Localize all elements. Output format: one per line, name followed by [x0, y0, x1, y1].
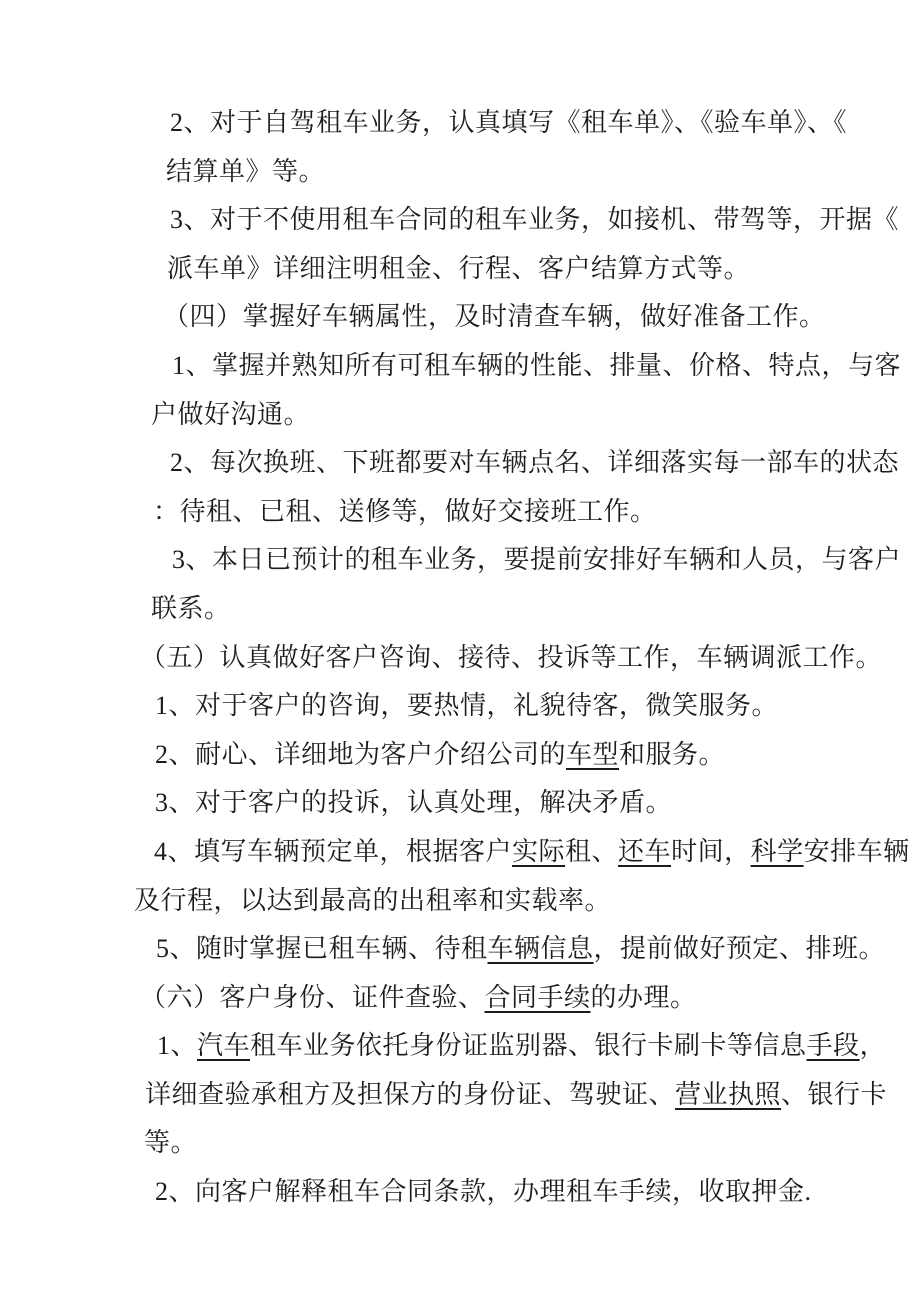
text-segment: 和服务。: [619, 739, 726, 769]
text-line: [0, 1071, 920, 1120]
text-line: [0, 439, 920, 488]
text-segment: 2、向客户解释租车合同条款，办理租车手续，收取押金.: [155, 1177, 812, 1207]
text-segment: 等。: [144, 1128, 198, 1158]
text-segment: 2、对于自驾租车业务，认真填写《租车单》、《验车单》、《: [170, 108, 848, 137]
text-line: [0, 196, 920, 245]
underlined-text: 实际: [512, 836, 566, 866]
text-line: [0, 974, 920, 1023]
text-line: [0, 585, 920, 634]
text-segment: 1、对于客户的咨询，要热情，礼貌待客，微笑服务。: [155, 691, 779, 721]
text-line: [0, 245, 920, 294]
text-segment: 联系。: [151, 593, 231, 623]
text-segment: 租车业务依托身份证监别器、银行卡刷卡等信息: [250, 1031, 807, 1061]
text-segment: （四）掌握好车辆属性，及时清查车辆，做好准备工作。: [163, 302, 826, 332]
text-segment: ：待租、已租、送修等，做好交接班工作。: [153, 496, 657, 526]
text-segment: 派车单》详细注明租金、行程、客户结算方式等。: [167, 253, 751, 283]
text-segment: 租、: [565, 836, 619, 866]
text-segment: 结算单》等。: [166, 156, 326, 186]
text-line: [0, 1119, 920, 1168]
text-line: [0, 1022, 920, 1071]
text-line: [0, 488, 920, 537]
text-segment: 3、对于不使用租车合同的租车业务，如接机、带驾等，开据《: [170, 205, 900, 235]
text-line: [0, 634, 920, 683]
text-segment: 安排车辆: [803, 836, 910, 866]
text-line: [0, 536, 920, 585]
text-segment: （五）认真做好客户咨询、接待、投诉等工作，车辆调派工作。: [140, 642, 883, 672]
text-segment: 1、掌握并熟知所有可租车辆的性能、排量、价格、特点，与客: [172, 350, 902, 380]
text-line: [0, 877, 920, 926]
text-line: [0, 828, 920, 877]
text-segment: 1、: [157, 1031, 198, 1061]
underlined-text: 手段: [806, 1031, 860, 1061]
text-line: [0, 293, 920, 342]
text-segment: 详细查验承租方及担保方的身份证、驾驶证、: [145, 1079, 676, 1109]
underlined-text: 车辆信息: [487, 934, 594, 964]
text-segment: 的办理。: [590, 982, 697, 1012]
text-segment: 户做好沟通。: [151, 399, 311, 429]
text-line: [0, 148, 920, 197]
text-segment: 2、每次换班、下班都要对车辆点名、详细落实每一部车的状态: [170, 448, 900, 478]
text-line: [0, 391, 920, 440]
underlined-text: 科学: [750, 836, 804, 866]
text-line: [0, 99, 920, 148]
text-line: [0, 1168, 920, 1217]
underlined-text: 汽车: [197, 1031, 251, 1061]
text-line: [0, 682, 920, 731]
text-segment: ，: [859, 1031, 887, 1061]
underlined-text: 车型: [566, 739, 620, 769]
text-line: [0, 731, 920, 780]
text-segment: 、银行卡: [781, 1079, 888, 1109]
underlined-text: 合同手续: [484, 982, 591, 1012]
text-segment: 时间，: [671, 836, 751, 866]
underlined-text: 还车: [618, 836, 672, 866]
text-line: [0, 925, 920, 974]
text-segment: 3、本日已预计的租车业务，要提前安排好车辆和人员，与客户: [172, 545, 902, 575]
text-segment: （六）客户身份、证件查验、: [140, 982, 485, 1012]
text-segment: 5、随时掌握已租车辆、待租: [156, 934, 488, 964]
underlined-text: 营业执照: [675, 1079, 782, 1109]
text-segment: 3、对于客户的投诉，认真处理，解决矛盾。: [155, 788, 673, 818]
text-segment: 及行程，以达到最高的出租率和实载率。: [134, 885, 612, 915]
text-line: [0, 342, 920, 391]
text-line: [0, 779, 920, 828]
text-segment: 4、填写车辆预定单，根据客户: [154, 836, 513, 866]
text-segment: 2、耐心、详细地为客户介绍公司的: [155, 739, 567, 769]
text-segment: ，提前做好预定、排班。: [593, 934, 886, 964]
